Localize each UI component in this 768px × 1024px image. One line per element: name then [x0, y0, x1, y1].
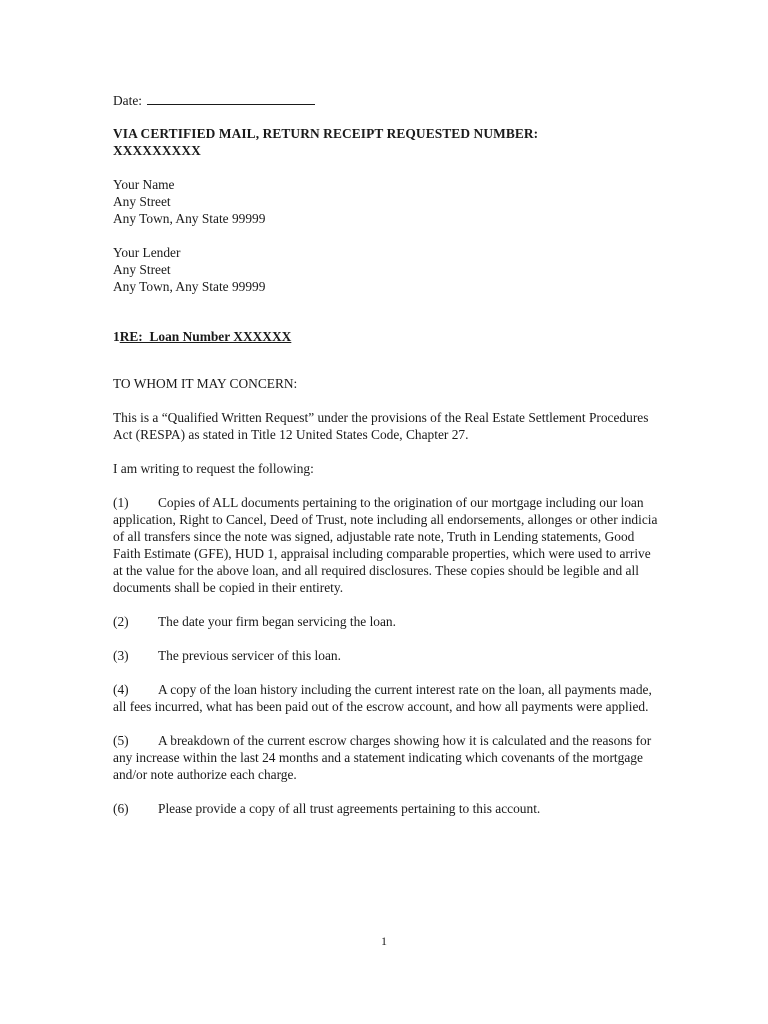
item-text: Copies of ALL documents pertaining to the origination of our mortgage including our loan application, Right to Cancel, Deed of Trust, note including all endorsements, allonges or other indicia of all transfers since the note was signed, adjustable rate note, Truth in Lending statements, Good Faith Estimate (GFE), HUD 1, appraisal including comparable properties, which were used to arrive at the value for the above loan, and all required disclosures. These copies should be legible and all documents shall be copied in their entirety.: [113, 495, 658, 595]
sender-name: Your Name: [113, 177, 175, 192]
sender-city: Any Town, Any State 99999: [113, 211, 266, 226]
date-label: Date:: [113, 93, 142, 108]
request-item: [113, 732, 658, 783]
recipient-city: Any Town, Any State 99999: [113, 279, 266, 294]
item-text: The previous servicer of this loan.: [158, 648, 341, 663]
item-number: (5): [113, 733, 129, 748]
request-item: [113, 494, 658, 596]
item-text: A copy of the loan history including the current interest rate on the loan, all payments made, all fees incurred, what has been paid out of the escrow account, and how all payments were applied.: [113, 682, 652, 714]
request-lead: I am writing to request the following:: [113, 461, 314, 476]
request-item: [113, 613, 658, 630]
date-blank: [147, 91, 315, 105]
page-number: 1: [381, 934, 387, 948]
certified-mail-number: XXXXXXXXX: [113, 143, 201, 158]
date-line: [113, 91, 658, 109]
re-prefix: 1: [113, 329, 120, 344]
item-number: (3): [113, 648, 129, 663]
item-text: The date your firm began servicing the loan.: [158, 614, 396, 629]
item-text: Please provide a copy of all trust agreements pertaining to this account.: [158, 801, 541, 816]
re-line: [113, 328, 658, 345]
sender-address: [113, 176, 658, 227]
letter-page: [113, 91, 658, 817]
item-number: (6): [113, 801, 129, 816]
item-text: A breakdown of the current escrow charges showing how it is calculated and the reasons for any increase within the last 24 months and a statement indicating which covenants of the mortgage and/or note authorize each charge.: [113, 733, 652, 782]
sender-street: Any Street: [113, 194, 171, 209]
certified-mail-heading: [113, 125, 658, 159]
recipient-street: Any Street: [113, 262, 171, 277]
recipient-name: Your Lender: [113, 245, 181, 260]
request-item: [113, 681, 658, 715]
item-number: (1): [113, 495, 129, 510]
item-number: (4): [113, 682, 129, 697]
salutation: TO WHOM IT MAY CONCERN:: [113, 376, 298, 391]
intro-paragraph: This is a “Qualified Written Request” under the provisions of the Real Estate Settlement Procedures Act (RESPA) as stated in Title 12 United States Code, Chapter 27.: [113, 410, 649, 442]
certified-mail-line: VIA CERTIFIED MAIL, RETURN RECEIPT REQUESTED NUMBER:: [113, 126, 539, 141]
item-number: (2): [113, 614, 129, 629]
recipient-address: [113, 244, 658, 295]
request-item: [113, 800, 658, 817]
request-item: [113, 647, 658, 664]
re-subject: RE: Loan Number XXXXXX: [119, 329, 292, 344]
